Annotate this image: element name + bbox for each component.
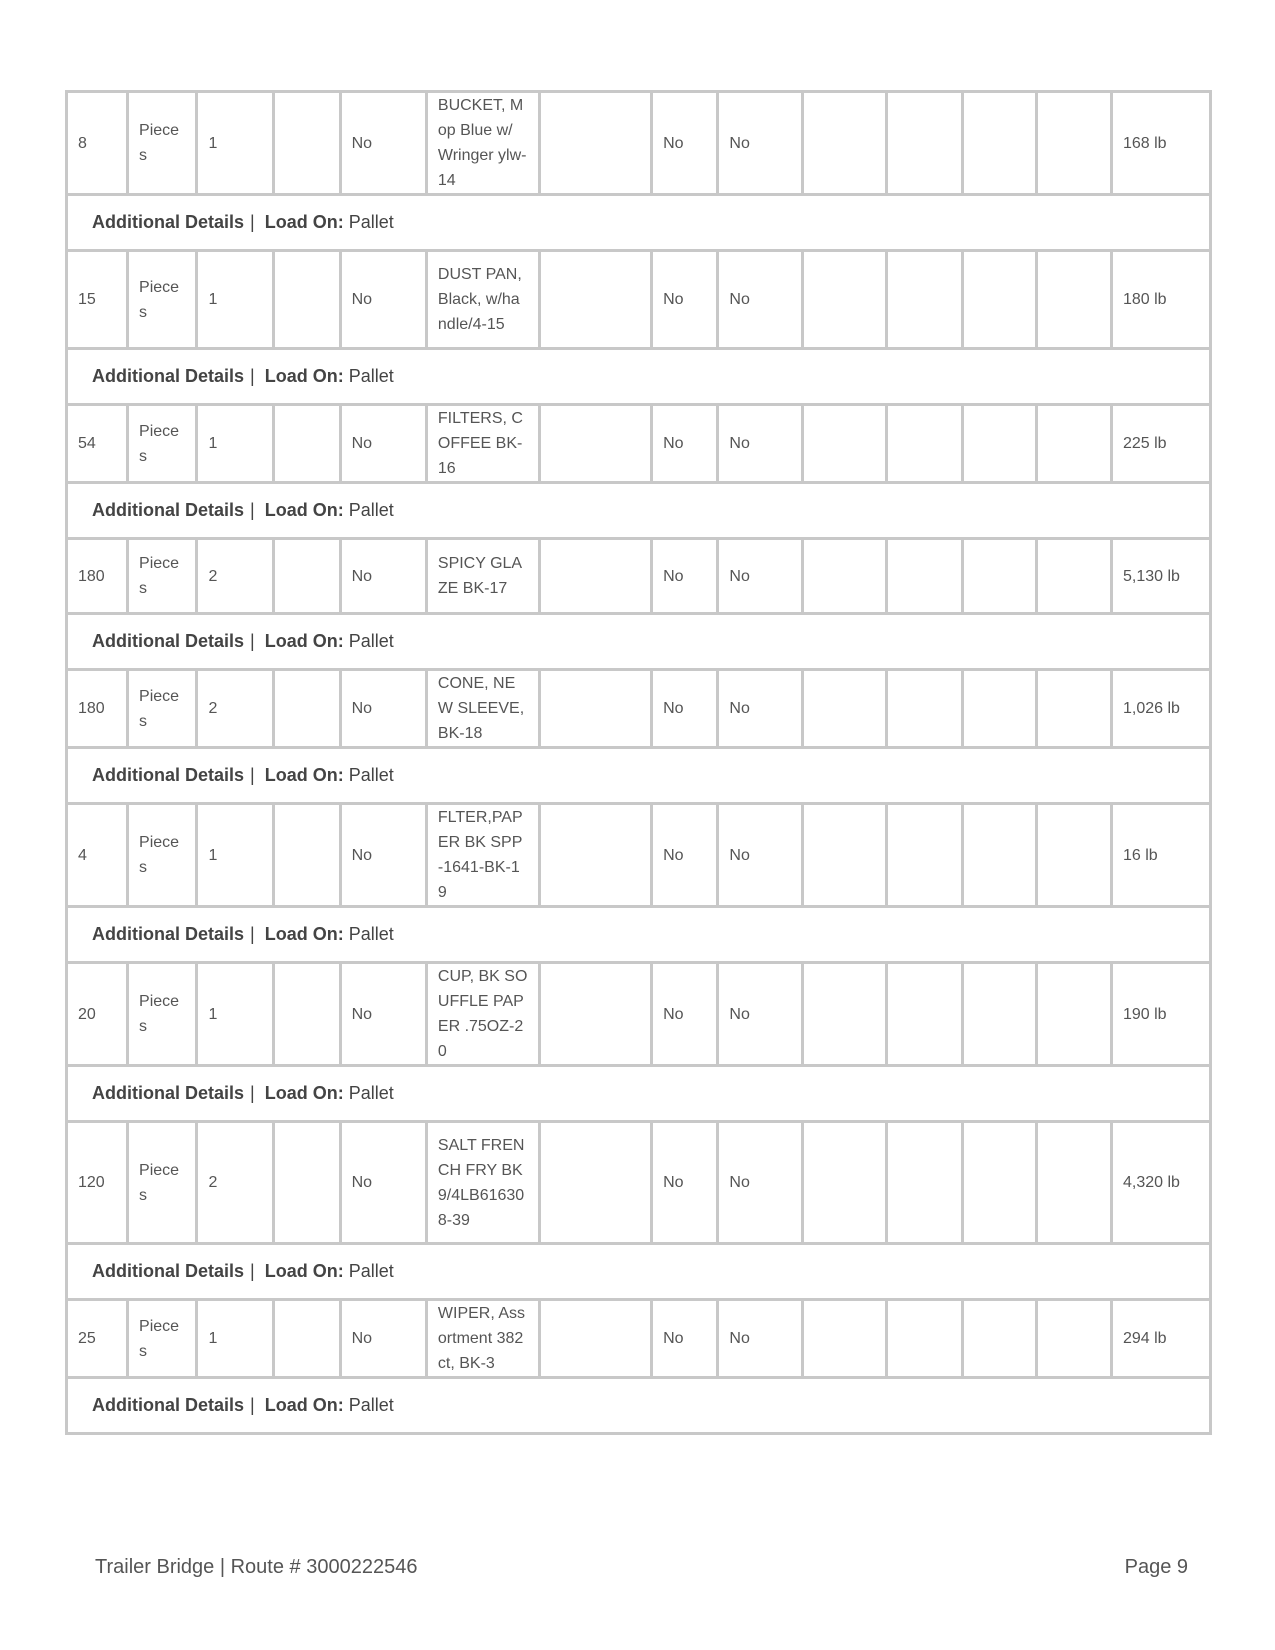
weight-cell: 294 lb: [1111, 1300, 1210, 1378]
empty-cell: [1037, 405, 1112, 483]
load-on-label: Load On:: [264, 366, 344, 386]
empty-cell: [1037, 963, 1112, 1066]
pieces-cell: 1: [197, 804, 274, 907]
empty-cell: [802, 539, 886, 614]
detail-separator: |: [250, 1261, 255, 1281]
load-on-value: Pallet: [348, 500, 394, 520]
table-row: [67, 804, 1211, 907]
load-on-label: Load On:: [264, 212, 344, 232]
empty-cell: [962, 963, 1037, 1066]
additional-details-cell: [67, 1378, 1211, 1434]
flag-cell: No: [718, 670, 802, 748]
flag-cell: No: [718, 92, 802, 195]
weight-cell: 225 lb: [1111, 405, 1210, 483]
table-row: [67, 539, 1211, 614]
empty-cell: [802, 92, 886, 195]
empty-cell: [886, 251, 962, 349]
detail-separator: |: [250, 1083, 255, 1103]
description-cell: WIPER, Assortment 382ct, BK-3: [426, 1300, 539, 1378]
empty-cell: [802, 963, 886, 1066]
empty-cell: [962, 1122, 1037, 1244]
load-on-label: Load On:: [264, 1261, 344, 1281]
additional-details-label: Additional Details: [92, 1083, 245, 1103]
hazmat-cell: No: [340, 804, 426, 907]
load-on-value: Pallet: [348, 924, 394, 944]
description-cell: CONE, NEW SLEEVE, BK-18: [426, 670, 539, 748]
empty-cell: [962, 92, 1037, 195]
empty-cell: [539, 251, 652, 349]
additional-details-label: Additional Details: [92, 1261, 245, 1281]
load-on-value: Pallet: [348, 631, 394, 651]
empty-cell: [274, 539, 340, 614]
empty-cell: [886, 670, 962, 748]
empty-cell: [274, 963, 340, 1066]
hazmat-cell: No: [340, 539, 426, 614]
empty-cell: [1037, 251, 1112, 349]
additional-details-row: [67, 1066, 1211, 1122]
flag-cell: No: [652, 251, 718, 349]
weight-cell: 4,320 lb: [1111, 1122, 1210, 1244]
additional-details-cell: [67, 907, 1211, 963]
weight-cell: 190 lb: [1111, 963, 1210, 1066]
unit-cell: Pieces: [128, 405, 197, 483]
unit-cell: Pieces: [128, 670, 197, 748]
pieces-cell: 1: [197, 92, 274, 195]
unit-cell: Pieces: [128, 1300, 197, 1378]
flag-cell: No: [652, 670, 718, 748]
empty-cell: [802, 670, 886, 748]
empty-cell: [539, 1300, 652, 1378]
empty-cell: [539, 670, 652, 748]
load-on-value: Pallet: [348, 212, 394, 232]
empty-cell: [274, 251, 340, 349]
description-cell: BUCKET, Mop Blue w/Wringer ylw-14: [426, 92, 539, 195]
empty-cell: [539, 804, 652, 907]
line-items-table: [65, 90, 1212, 1435]
flag-cell: No: [652, 405, 718, 483]
empty-cell: [802, 1122, 886, 1244]
qty-cell: 4: [67, 804, 128, 907]
load-on-label: Load On:: [264, 765, 344, 785]
qty-cell: 15: [67, 251, 128, 349]
empty-cell: [802, 251, 886, 349]
empty-cell: [539, 539, 652, 614]
empty-cell: [962, 405, 1037, 483]
additional-details-row: [67, 748, 1211, 804]
additional-details-label: Additional Details: [92, 1395, 245, 1415]
unit-cell: Pieces: [128, 1122, 197, 1244]
description-cell: FLTER,PAPER BK SPP-1641-BK-19: [426, 804, 539, 907]
pieces-cell: 1: [197, 963, 274, 1066]
empty-cell: [886, 1122, 962, 1244]
empty-cell: [802, 405, 886, 483]
additional-details-row: [67, 614, 1211, 670]
flag-cell: No: [652, 804, 718, 907]
additional-details-cell: [67, 349, 1211, 405]
flag-cell: No: [652, 1122, 718, 1244]
weight-cell: 168 lb: [1111, 92, 1210, 195]
description-cell: FILTERS, COFFEE BK-16: [426, 405, 539, 483]
empty-cell: [1037, 670, 1112, 748]
unit-cell: Pieces: [128, 92, 197, 195]
detail-separator: |: [250, 765, 255, 785]
detail-separator: |: [250, 500, 255, 520]
additional-details-label: Additional Details: [92, 924, 245, 944]
additional-details-cell: [67, 1244, 1211, 1300]
additional-details-label: Additional Details: [92, 631, 245, 651]
unit-cell: Pieces: [128, 804, 197, 907]
detail-separator: |: [250, 1395, 255, 1415]
qty-cell: 180: [67, 539, 128, 614]
additional-details-row: [67, 349, 1211, 405]
hazmat-cell: No: [340, 670, 426, 748]
flag-cell: No: [718, 804, 802, 907]
load-on-label: Load On:: [264, 924, 344, 944]
additional-details-row: [67, 1244, 1211, 1300]
empty-cell: [539, 405, 652, 483]
hazmat-cell: No: [340, 1300, 426, 1378]
empty-cell: [802, 804, 886, 907]
qty-cell: 8: [67, 92, 128, 195]
table-row: [67, 963, 1211, 1066]
flag-cell: No: [718, 963, 802, 1066]
empty-cell: [539, 92, 652, 195]
weight-cell: 16 lb: [1111, 804, 1210, 907]
empty-cell: [1037, 804, 1112, 907]
empty-cell: [274, 670, 340, 748]
additional-details-label: Additional Details: [92, 765, 245, 785]
qty-cell: 20: [67, 963, 128, 1066]
hazmat-cell: No: [340, 405, 426, 483]
table-row: [67, 251, 1211, 349]
additional-details-cell: [67, 483, 1211, 539]
empty-cell: [962, 1300, 1037, 1378]
empty-cell: [274, 1300, 340, 1378]
table-row: [67, 92, 1211, 195]
empty-cell: [539, 963, 652, 1066]
description-cell: DUST PAN, Black, w/handle/4-15: [426, 251, 539, 349]
flag-cell: No: [718, 251, 802, 349]
load-on-value: Pallet: [348, 366, 394, 386]
qty-cell: 25: [67, 1300, 128, 1378]
table-row: [67, 670, 1211, 748]
flag-cell: No: [718, 539, 802, 614]
flag-cell: No: [652, 963, 718, 1066]
additional-details-cell: [67, 195, 1211, 251]
empty-cell: [1037, 92, 1112, 195]
load-on-label: Load On:: [264, 631, 344, 651]
description-cell: CUP, BK SOUFFLE PAPER .75OZ-20: [426, 963, 539, 1066]
table-row: [67, 1300, 1211, 1378]
weight-cell: 5,130 lb: [1111, 539, 1210, 614]
flag-cell: No: [652, 92, 718, 195]
additional-details-cell: [67, 614, 1211, 670]
empty-cell: [1037, 539, 1112, 614]
empty-cell: [274, 92, 340, 195]
empty-cell: [886, 539, 962, 614]
load-on-label: Load On:: [264, 1395, 344, 1415]
table-row: [67, 1122, 1211, 1244]
pieces-cell: 2: [197, 539, 274, 614]
additional-details-row: [67, 195, 1211, 251]
flag-cell: No: [718, 1122, 802, 1244]
empty-cell: [962, 670, 1037, 748]
empty-cell: [802, 1300, 886, 1378]
description-cell: SALT FRENCH FRY BK 9/4LB616308-39: [426, 1122, 539, 1244]
table-row: [67, 405, 1211, 483]
qty-cell: 54: [67, 405, 128, 483]
weight-cell: 1,026 lb: [1111, 670, 1210, 748]
pieces-cell: 2: [197, 1122, 274, 1244]
load-on-value: Pallet: [348, 1261, 394, 1281]
unit-cell: Pieces: [128, 539, 197, 614]
hazmat-cell: No: [340, 963, 426, 1066]
hazmat-cell: No: [340, 251, 426, 349]
flag-cell: No: [718, 405, 802, 483]
load-on-value: Pallet: [348, 765, 394, 785]
qty-cell: 180: [67, 670, 128, 748]
flag-cell: No: [652, 1300, 718, 1378]
empty-cell: [886, 804, 962, 907]
empty-cell: [1037, 1300, 1112, 1378]
detail-separator: |: [250, 212, 255, 232]
flag-cell: No: [652, 539, 718, 614]
additional-details-row: [67, 483, 1211, 539]
additional-details-label: Additional Details: [92, 212, 245, 232]
flag-cell: No: [718, 1300, 802, 1378]
hazmat-cell: No: [340, 1122, 426, 1244]
pieces-cell: 1: [197, 405, 274, 483]
empty-cell: [962, 804, 1037, 907]
empty-cell: [1037, 1122, 1112, 1244]
pieces-cell: 2: [197, 670, 274, 748]
weight-cell: 180 lb: [1111, 251, 1210, 349]
detail-separator: |: [250, 366, 255, 386]
qty-cell: 120: [67, 1122, 128, 1244]
additional-details-row: [67, 907, 1211, 963]
empty-cell: [886, 1300, 962, 1378]
pieces-cell: 1: [197, 1300, 274, 1378]
load-on-value: Pallet: [348, 1083, 394, 1103]
load-on-label: Load On:: [264, 1083, 344, 1103]
description-cell: SPICY GLAZE BK-17: [426, 539, 539, 614]
footer-page-number: Page 9: [1124, 1556, 1188, 1578]
empty-cell: [274, 405, 340, 483]
hazmat-cell: No: [340, 92, 426, 195]
empty-cell: [539, 1122, 652, 1244]
additional-details-cell: [67, 1066, 1211, 1122]
detail-separator: |: [250, 924, 255, 944]
empty-cell: [274, 1122, 340, 1244]
load-on-label: Load On:: [264, 500, 344, 520]
pieces-cell: 1: [197, 251, 274, 349]
unit-cell: Pieces: [128, 963, 197, 1066]
empty-cell: [886, 405, 962, 483]
additional-details-cell: [67, 748, 1211, 804]
footer-route: Trailer Bridge | Route # 3000222546: [95, 1556, 418, 1578]
unit-cell: Pieces: [128, 251, 197, 349]
additional-details-label: Additional Details: [92, 366, 245, 386]
detail-separator: |: [250, 631, 255, 651]
empty-cell: [886, 92, 962, 195]
additional-details-label: Additional Details: [92, 500, 245, 520]
load-on-value: Pallet: [348, 1395, 394, 1415]
empty-cell: [886, 963, 962, 1066]
empty-cell: [274, 804, 340, 907]
empty-cell: [962, 539, 1037, 614]
empty-cell: [962, 251, 1037, 349]
additional-details-row: [67, 1378, 1211, 1434]
